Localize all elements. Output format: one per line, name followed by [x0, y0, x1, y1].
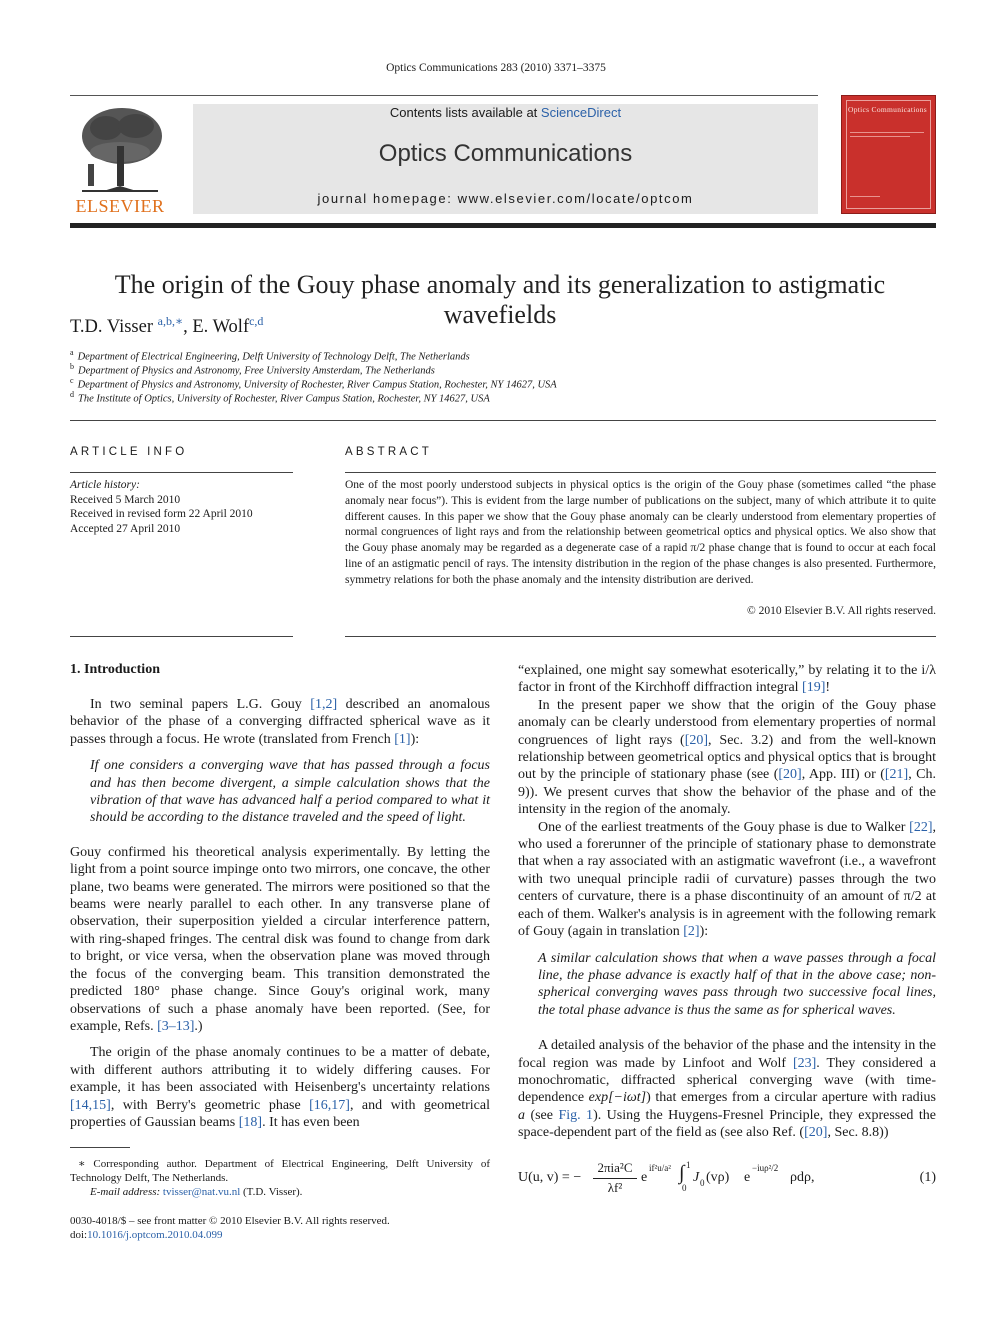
equation-numerator: 2πia²C — [597, 1160, 633, 1175]
affiliation-mark: d — [70, 390, 74, 399]
journal-citation: Optics Communications 283 (2010) 3371–3375 — [386, 62, 606, 74]
author-marks[interactable]: a,b,∗ — [157, 314, 184, 328]
journal-name: Optics Communications — [378, 140, 633, 167]
integral-sign: ∫ — [679, 1162, 685, 1184]
abstract-text: One of the most poorly understood subjects in physical optics is the origin of the Gouy phase (sometimes called “the phase anomaly near focus”). This is evident from the large number of publications on the subject, many of which attribute it to quite different causes. In this paper we show that the Gouy phase anomaly can be clearly understood from elementary properties of normal congruences of light rays and from the relationship between geometrical optics and physical optics. We also show that the Gouy phase anomaly may be regarded as a degenerate case of a rapid π/2 phase change that is found to occur at each focal line of an astigmatic pencil of rays. The intensity distribution in the region of the phase changes is also presented. Furthermore, symmetry relations for both the phase anomaly and the intensity distribution are derived. — [345, 479, 936, 586]
section-heading: 1. Introduction — [70, 662, 160, 677]
article-info-heading: ARTICLE INFO — [70, 446, 188, 458]
paragraph: A detailed analysis of the behavior of the phase and the intensity in the focal region was made by Linfoot and Wolf [23]. They considered a monochromatic, diffracted spherical converging wave (with time-dependence exp[−iωt]) that emerges from a circular aperture with radius a (see Fig. 1). Using the Huygens-Fresnel Principle, they expressed the space-dependent part of the field as (see also Ref. ([20], Sec. 8.8)) — [518, 1038, 936, 1141]
email-owner: (T.D. Visser). — [240, 1186, 303, 1199]
equation-1 — [518, 1158, 936, 1202]
affiliation — [70, 376, 557, 391]
reference-link[interactable]: [1,2] — [310, 697, 338, 712]
abstract-rule — [345, 472, 936, 473]
affiliation-text: The Institute of Optics, University of Rochester, River Campus Station, Rochester, NY 14627, USA — [78, 393, 490, 405]
reference-link[interactable]: [19] — [802, 680, 826, 696]
cover-line — [850, 132, 924, 133]
doi-link[interactable]: 10.1016/j.optcom.2010.04.099 — [87, 1229, 223, 1242]
affiliation-text: Department of Physics and Astronomy, Free University Amsterdam, The Netherlands — [78, 365, 435, 377]
left-column — [70, 696, 490, 1131]
sciencedirect-link[interactable]: ScienceDirect — [540, 105, 622, 120]
elsevier-wordmark: ELSEVIER — [75, 196, 165, 216]
abstract-heading: ABSTRACT — [345, 446, 432, 458]
abstract-copyright: © 2010 Elsevier B.V. All rights reserved. — [747, 605, 936, 617]
author-list: T.D. Visser $^{a,b,∗}$, E. Wolf$^{c,d}$ — [70, 314, 264, 338]
fraction-bar — [593, 1178, 637, 1179]
contents-line — [193, 105, 818, 120]
integral-upper: 1 — [686, 1160, 691, 1170]
paragraph: In the present paper we show that the origin of the Gouy phase anomaly can be clearly understood from elementary properties of normal congruences of light rays ([20], Sec. 3.2) and from the well-known relationship between geometrical optics and physical optics that is brought out by the principle of stationary phase (see ([20], App. III) or ([21], Ch. 9)). We present curves that show the behavior of the phase and of the intensity in the region of the anomaly. — [518, 697, 937, 818]
revised-date: Received in revised form 22 April 2010 — [70, 508, 253, 520]
journal-cover-thumbnail[interactable] — [841, 95, 936, 214]
affiliation-mark: b — [70, 362, 74, 371]
reference-link[interactable]: [2] — [683, 924, 700, 940]
journal-homepage[interactable]: journal homepage: www.elsevier.com/locate/optcom — [317, 191, 694, 206]
accepted-date: Accepted 27 April 2010 — [70, 522, 181, 535]
affiliation-mark: a — [70, 348, 74, 357]
section-divider — [70, 420, 936, 421]
reference-link[interactable]: [20] — [684, 732, 709, 748]
integral-lower: 0 — [682, 1183, 687, 1193]
corresponding-author-footnote — [70, 1157, 490, 1200]
reference-link[interactable]: [1] — [394, 731, 411, 747]
paragraph: One of the earliest treatments of the Gouy phase is due to Walker [22], who used a forerunner of the principle of stationary phase to demonstrate that when a ray associated with an astigmatic wavefront (i.e., a wavefront with two unequal principle radii of curvature) passes through the two centers of curvature, there is a phase discontinuity of an amount of π/2 at each of them. Walker's analysis is in agreement with the following remark of Gouy (again in translation [2]): — [518, 819, 936, 940]
article-history — [70, 478, 293, 536]
email-label: E-mail address: — [90, 1186, 161, 1199]
bessel-j: J — [693, 1170, 700, 1185]
reference-link[interactable]: [23] — [792, 1055, 817, 1071]
article-info-rule — [70, 472, 293, 473]
issn-line: 0030-4018/$ – see front matter © 2010 Elsevier B.V. All rights reserved. — [70, 1215, 390, 1227]
affiliation-text: Department of Electrical Engineering, Delft University of Technology Delft, The Netherlands — [77, 351, 470, 363]
author-name: E. Wolf — [192, 317, 250, 338]
reference-link[interactable]: [22] — [909, 819, 933, 835]
footnote-email-line — [70, 1185, 490, 1199]
figure-link[interactable]: Fig. 1 — [558, 1107, 594, 1123]
exponential: e — [744, 1170, 751, 1185]
reference-link[interactable]: [21] — [884, 767, 909, 783]
author-name: T.D. Visser — [70, 317, 153, 338]
paragraph: In two seminal papers L.G. Gouy [1,2] described an anomalous behavior of the phase of a converging diffracted spherical wave as it passes through a focus. He wrote (translated from French [1]): — [70, 697, 490, 747]
bessel-arg: (vρ) — [706, 1170, 730, 1185]
abstract-bottom-rule — [345, 636, 936, 637]
email-link[interactable]: tvisser@nat.vu.nl — [162, 1186, 241, 1199]
article-info-bottom-rule — [70, 636, 293, 637]
footnote-line — [70, 1157, 490, 1185]
affiliation-text: Department of Physics and Astronomy, University of Rochester, River Campus Station, Rochester, NY 14627, USA — [77, 379, 557, 391]
cover-frame — [846, 100, 931, 209]
reference-link[interactable]: [18] — [238, 1114, 263, 1130]
equation-lhs: U(u, v) = − — [518, 1170, 582, 1185]
footnote-rule — [70, 1147, 130, 1148]
cover-line — [850, 136, 910, 137]
masthead-bottom-rule — [70, 223, 936, 228]
block-quote: A similar calculation shows that when a wave passes through a focal line, the phase advance is exactly half of that in the above case; non-spherical converging waves pass through two successive focal lines, the total phase advance is thus the same as for spherical waves. — [538, 950, 936, 1018]
author-marks[interactable]: c,d — [249, 314, 264, 328]
reference-link[interactable]: [14,15] — [70, 1097, 111, 1113]
paragraph: “explained, one might say somewhat esoterically,” by relating it to the i/λ factor in front of the Kirchhoff diffraction integral [19]! — [518, 663, 936, 696]
doi-label: doi: — [70, 1229, 88, 1242]
exponent: −iuρ²/2 — [752, 1163, 779, 1173]
doi-line — [70, 1228, 490, 1242]
reference-link[interactable]: [20] — [778, 767, 802, 783]
masthead-top-rule — [70, 95, 818, 96]
affiliation — [70, 362, 435, 377]
block-quote: If one considers a converging wave that has passed through a focus and has then become divergent, a simple calculation shows that the vibration of that wave has advanced half a period compared to what it should be according to the distance traveled and the speed of light. — [90, 758, 490, 826]
paragraph: The origin of the phase anomaly continues to be a matter of debate, with different authors attributing it to widely differing causes. For example, it has been associated with Heisenberg's uncertainty relations [14,15], with Berry's geometric phase [16,17], and with geometrical properties of Gaussian beams [18]. It has even been — [70, 1045, 490, 1130]
right-column — [518, 662, 936, 1142]
cover-line — [850, 196, 880, 197]
history-label: Article history: — [70, 479, 140, 491]
received-date: Received 5 March 2010 — [70, 493, 181, 506]
paragraph: Gouy confirmed his theoretical analysis experimentally. By letting the light from a point source impinge onto two mirrors, one concave, the other plane, two beams were generated. The mirrors were positioned so that the beams were nearly parallel to each other. In any transverse plane of observation, their superposition yielded a circular interference pattern, with ring-shaped fringes. The central disk was found to change from dark to bright, or vice versa, when the observation plane was moved through the focus of the converging beam. This transition demonstrated the predicted 180° phase change. Since Gouy's original work, many observations of such a phase anomaly have been reported. (See, for example, Refs. [3–13].) — [70, 844, 490, 1034]
equation-number: (1) — [919, 1170, 936, 1185]
exponential: e — [641, 1170, 648, 1185]
contents-prefix: Contents lists available at — [389, 105, 541, 120]
article-title: The origin of the Gouy phase anomaly and its generalization to astigmatic wavefields — [114, 270, 886, 329]
affiliation — [70, 348, 470, 363]
reference-link[interactable]: [16,17] — [309, 1097, 350, 1113]
equation-denominator: λf² — [607, 1180, 623, 1195]
issn-doi-block — [70, 1214, 490, 1242]
cover-title: Optics Communications — [848, 105, 928, 114]
footnote-text: Corresponding author. Department of Electrical Engineering, Delft University of Technology Delft, The Netherlands. — [70, 1158, 491, 1185]
affiliation-mark: c — [70, 376, 74, 385]
bessel-order: 0 — [700, 1178, 705, 1188]
integrand-tail: ρdρ, — [790, 1170, 815, 1185]
reference-link[interactable]: [3–13] — [157, 1018, 195, 1034]
exponent: if²u/a² — [649, 1163, 671, 1173]
footnote-star: ∗ — [78, 1158, 86, 1170]
reference-link[interactable]: [20] — [804, 1125, 828, 1141]
affiliation — [70, 390, 490, 405]
